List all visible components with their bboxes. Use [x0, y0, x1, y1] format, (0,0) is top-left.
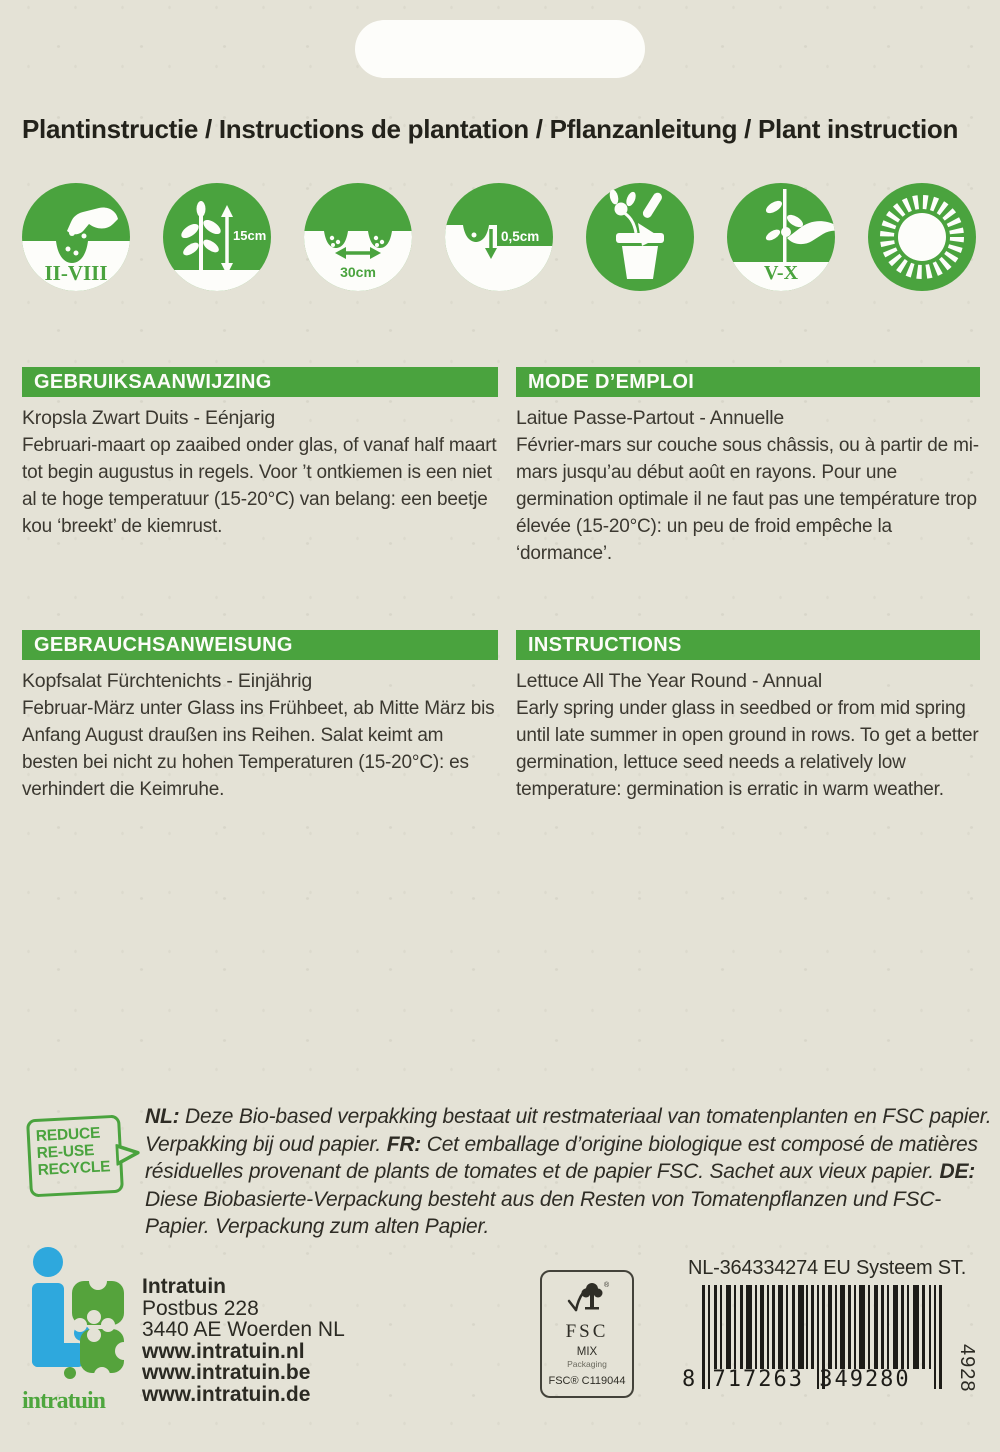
print-code: 4928	[956, 1344, 978, 1393]
variety-name-de: Kopfsalat Fürchtenichts - Einjährig	[22, 670, 312, 692]
recycle-note-segment: NL:	[145, 1105, 180, 1128]
sowing-period-icon	[22, 183, 130, 291]
fsc-label	[540, 1270, 634, 1398]
recycle-stamp-line: RE-USE	[36, 1142, 95, 1162]
harvest-period-icon	[727, 183, 835, 291]
barcode-digits: 8 717263 349280	[682, 1367, 911, 1392]
recycle-note	[145, 1103, 993, 1241]
plant-height-label: 15cm	[233, 228, 267, 243]
intratuin-wordmark: intratuin	[22, 1388, 106, 1414]
barcode-block	[682, 1257, 967, 1392]
variety-name-nl: Kropsla Zwart Duits - Eénjarig	[22, 407, 276, 429]
plant-height-icon	[163, 183, 271, 291]
row-spacing-label: 30cm	[340, 264, 376, 280]
fsc-tree-icon	[564, 1279, 610, 1315]
harvest-period-label: V-X	[763, 262, 799, 284]
recycle-stamp-line: REDUCE	[35, 1124, 101, 1146]
recycle-note-segment: Diese Biobasierte-Verpackung besteht aus den Resten von Tomatenpflanzen und FSC-Papier. Verpackung zum alten Papier.	[145, 1187, 942, 1238]
recycle-note-segment: FR:	[386, 1132, 422, 1156]
recycle-note-segment: DE:	[939, 1160, 976, 1183]
pictogram-row	[22, 183, 976, 291]
recycle-stamp-line: RECYCLE	[37, 1158, 111, 1179]
section-header-fr: MODE D’EMPLOI	[516, 367, 980, 397]
section-header-nl: GEBRUIKSAANWIJZING	[22, 367, 498, 397]
intratuin-logo	[22, 1247, 134, 1415]
address-block	[142, 1276, 345, 1405]
section-french	[516, 367, 980, 567]
recycle-note-segment: Cet emballage d’origine biologique est composé de matières résiduelles provenant de plants de tomates et de papier FSC. Sachet aux vieux papier.	[145, 1132, 978, 1183]
website-be: www.intratuin.be	[142, 1361, 311, 1384]
recycle-note-segment: Deze Bio-based verpakking bestaat uit restmateriaal van tomatenplanten en FSC papier. Verpakking bij oud papier.	[145, 1105, 992, 1156]
sowing-depth-icon	[445, 183, 553, 291]
address-line: 3440 AE Woerden NL	[142, 1318, 345, 1341]
fsc-name: FSC	[565, 1321, 609, 1342]
speech-tail-icon	[115, 1143, 140, 1168]
fsc-mix: MIX	[576, 1346, 598, 1358]
website-nl: www.intratuin.nl	[142, 1339, 305, 1363]
section-header-en: INSTRUCTIONS	[516, 630, 980, 660]
hang-hole-cutout	[355, 20, 645, 78]
full-sun-icon	[868, 183, 976, 291]
svg-text:®: ®	[604, 1282, 610, 1289]
section-dutch	[22, 367, 498, 540]
row-spacing-icon	[304, 183, 412, 291]
recycle-stamp	[26, 1115, 124, 1198]
pot-planting-icon	[586, 183, 694, 291]
website-de: www.intratuin.de	[142, 1382, 311, 1406]
address-line: Postbus 228	[142, 1296, 259, 1320]
intratuin-logo-mark	[22, 1247, 127, 1379]
fsc-packaging: Packaging	[567, 1359, 607, 1369]
fsc-license-code: FSC® C119044	[548, 1375, 626, 1387]
section-german	[22, 630, 498, 803]
instructions-text-de: Februar-März unter Glass ins Frühbeet, ab Mitte März bis Anfang August draußen ins Reihen. Salat keimt am besten bei nicht zu hohen Temperaturen (15-20°C): es verhindert die Keimruhe.	[22, 698, 495, 800]
page-title: Plantinstructie / Instructions de plantation / Pflanzanleitung / Plant instruction	[22, 114, 959, 144]
section-header-de: GEBRAUCHSANWEISUNG	[22, 630, 498, 660]
sowing-period-label: II-VIII	[44, 261, 108, 285]
instructions-text-en: Early spring under glass in seedbed or from mid spring until late summer in open ground in rows. To get a better germination, lettuce seed needs a relatively low temperature: germination is erratic in warm weather.	[516, 698, 979, 800]
variety-name-en: Lettuce All The Year Round - Annual	[516, 670, 822, 692]
sowing-depth-label: 0,5cm	[501, 229, 540, 244]
instructions-text-nl: Februari-maart op zaaibed onder glas, of vanaf half maart tot begin augustus in regels. Voor ’t ontkiemen is een niet al te hoge temperatuur (15-20°C) van belang: een beetje kou ‘breekt’ de kiemrust.	[22, 435, 497, 537]
section-english	[516, 630, 980, 803]
barcode	[682, 1285, 950, 1392]
variety-name-fr: Laitue Passe-Partout - Annuelle	[516, 407, 785, 429]
company-name: Intratuin	[142, 1275, 226, 1298]
instructions-text-fr: Février-mars sur couche sous châssis, ou à partir de mi-mars jusqu’au début août en rayons. Pour une germination optimale il ne faut pas une température trop élevée (15-20°C): un peu de froid empêche la ‘dormance’.	[516, 435, 979, 564]
barcode-reference: NL-364334274 EU Systeem ST.	[688, 1257, 967, 1279]
